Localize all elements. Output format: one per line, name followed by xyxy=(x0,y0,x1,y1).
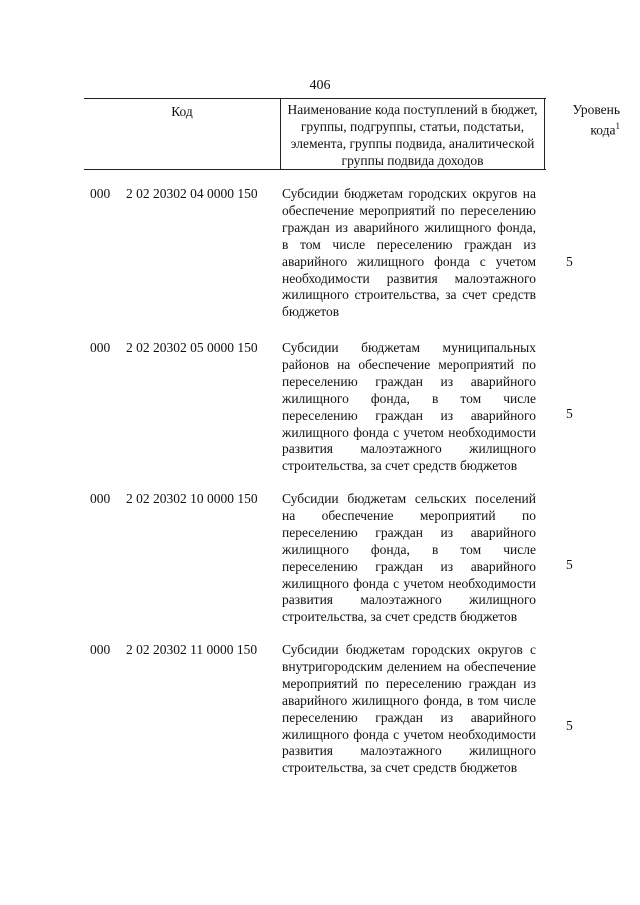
header-code-label: Код xyxy=(171,104,193,119)
page-number: 406 xyxy=(309,78,331,93)
admin-code: 000 xyxy=(90,642,111,657)
header-code-cell xyxy=(84,99,280,169)
code-level: 5 xyxy=(566,557,573,572)
income-name: Субсидии бюджетам городских округов на обеспечение мероприятий по переселению граждан из аварийного жилищного фонда, в том числе переселению граждан из аварийного жилищного фонда с учетом необходимости развития малоэтажного жилищного строительства, за счет средств бюджетов xyxy=(282,186,536,320)
admin-code: 000 xyxy=(90,491,111,506)
header-name-cell xyxy=(280,99,544,169)
income-name: Субсидии бюджетам муниципальных районов на обеспечение мероприятий по переселению граждан из аварийного жилищного фонда, в том числе переселению граждан из аварийного жилищного фонда с учетом необходимости развития малоэтажного жилищного строительства, за счет средств бюджетов xyxy=(282,340,536,474)
income-code: 2 02 20302 10 0000 150 xyxy=(126,491,258,506)
admin-code: 000 xyxy=(90,186,111,201)
code-level: 5 xyxy=(566,718,573,733)
header-level-label xyxy=(545,99,624,139)
code-level: 5 xyxy=(566,254,573,269)
income-name: Субсидии бюджетам городских округов с внутригородским делением на обеспечение мероприятий по переселению граждан из аварийного жилищного фонда, в том числе переселению граждан из аварийного жилищного фонда с учетом необходимости развития малоэтажного жилищного строительства, за счет средств бюджетов xyxy=(282,642,536,776)
table-header xyxy=(84,98,620,170)
header-level-footnote: 1 xyxy=(615,121,620,131)
income-name: Субсидии бюджетам сельских поселений на обеспечение мероприятий по переселению граждан из аварийного жилищного фонда, в том числе переселению граждан из аварийного жилищного фонда с учетом необходимости развития малоэтажного жилищного строительства, за счет средств бюджетов xyxy=(282,491,536,625)
header-name-label: Наименование кода поступлений в бюджет, группы, подгруппы, статьи, подстатьи, элемента, группы подвида, аналитической группы подвида доходов xyxy=(287,102,538,168)
code-level: 5 xyxy=(566,406,573,421)
header-level-text: Уровень кода xyxy=(572,102,620,138)
admin-code: 000 xyxy=(90,340,111,355)
income-code: 2 02 20302 05 0000 150 xyxy=(126,340,258,355)
income-code: 2 02 20302 04 0000 150 xyxy=(126,186,258,201)
header-level-cell xyxy=(544,99,624,169)
income-code: 2 02 20302 11 0000 150 xyxy=(126,642,258,657)
